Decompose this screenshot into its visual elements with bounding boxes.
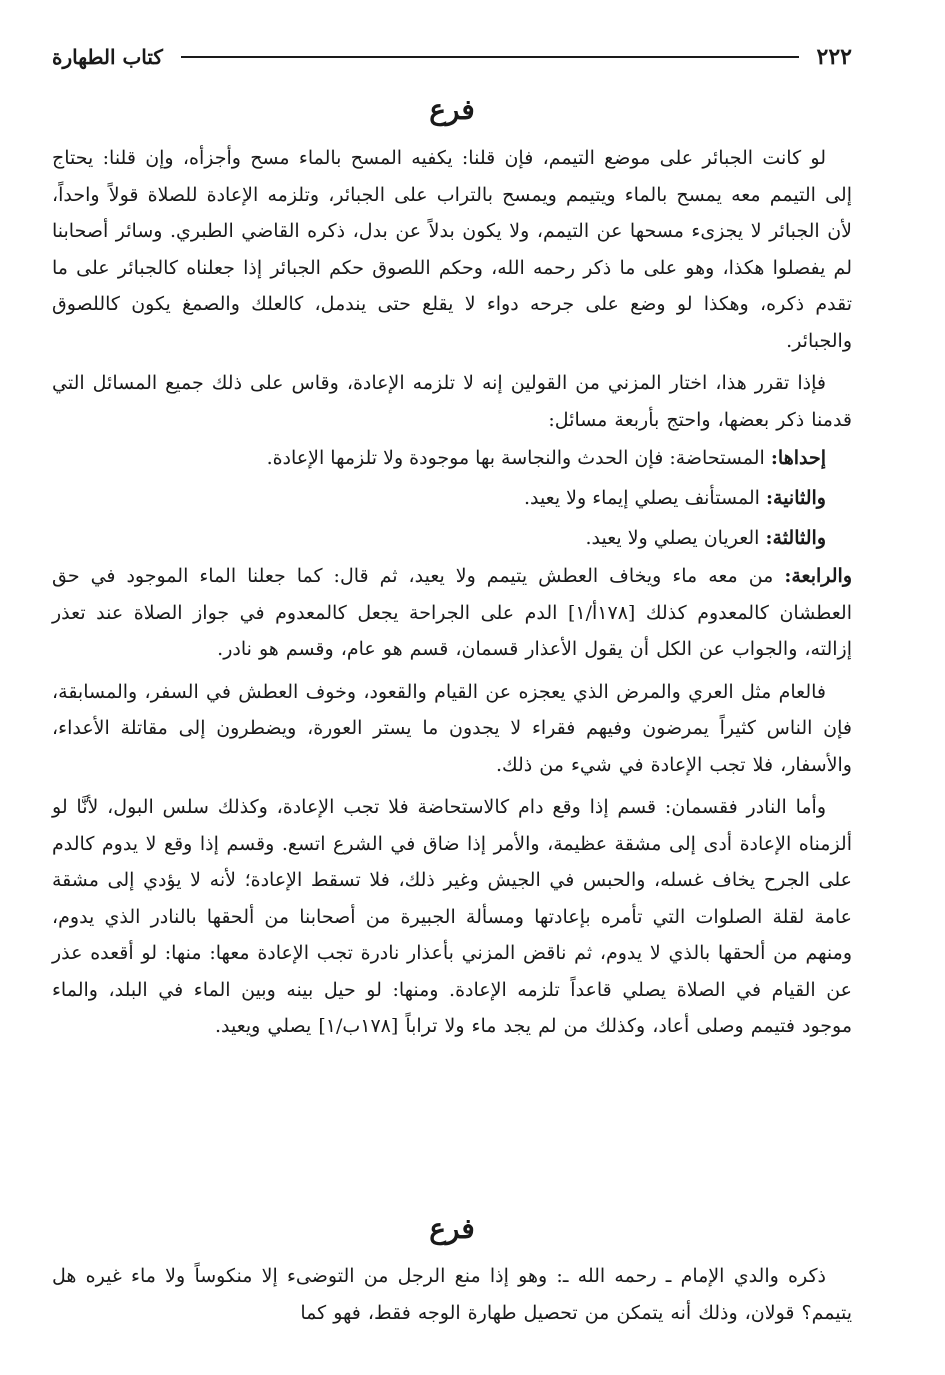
section-heading-1: فرع <box>429 93 475 126</box>
book-title: كتاب الطهارة <box>52 45 163 69</box>
list-item-lead: والرابعة: <box>784 565 852 587</box>
paragraph-common-excuses: فالعام مثل العري والمرض الذي يعجزه عن القيام والقعود، وخوف العطش في السفر، والمسابقة، فإن الناس كثيراً يمرضون وفيهم فقراء لا يجدون ما يستر العورة، ويضطرون إلى مقاتلة الأعداء، والأسفار، فلا تجب الإعادة في شيء من ذلك. <box>52 680 852 776</box>
list-item-text: المستأنف يصلي إيماء ولا يعيد. <box>523 487 766 509</box>
list-item-first <box>52 438 852 478</box>
section-2-body <box>52 1258 852 1331</box>
list-item-text: من معه ماء ويخاف العطش يتيمم ولا يعيد، ثم قال: كما جعلنا الماء الموجود في حق العطشان كالمعدوم كذلك [١٧٨أ/١] الدم على الجراحة يجعل كالمعدوم في جواز الصلاة عند تعذر إزالته، والجواب عن الكل أن يقول الأعذار قسمان، قسم هو عام، وقسم هو نادر. <box>52 565 852 660</box>
paragraph-jabair: لو كانت الجبائر على موضع التيمم، فإن قلنا: يكفيه المسح بالماء مسح وأجزأه، وإن قلنا: يحتاج إلى التيمم معه يمسح بالماء ويتيمم ويمسح بالتراب على الجبائر، وتلزمه الإعادة للصلاة قولاً واحداً، لأن الجبائر لا يجزىء مسحها عن التيمم، ولا يكون بدلاً عن بدل، ذكره القاضي الطبري. وسائر أصحابنا لم يفصلوا هكذا، وهو على ما ذكر رحمه الله، وحكم اللصوق حكم الجبائر إذا جعلناه كالجبائر على ما تقدم ذكره، وهكذا لو وضع على جرحه دواء لا يقلع حتى يندمل، كالعلك والصمغ يكون كاللصوق والجبائر. <box>52 147 852 352</box>
list-item-second <box>52 478 852 518</box>
running-header <box>52 40 852 74</box>
section-1-body <box>52 140 852 1045</box>
list-item-third <box>52 518 852 558</box>
section-heading-2: فرع <box>429 1212 475 1245</box>
list-item-fourth <box>52 558 852 668</box>
list-item-lead: والثانية: <box>766 487 826 509</box>
paragraph-inverted-wudu: ذكره والدي الإمام ـ رحمه الله ـ: وهو إذا منع الرجل من التوضىء إلا منكوساً ولا ماء غيره هل يتيمم؟ قولان، وذلك أنه يتمكن من تحصيل طهارة الوجه فقط، فهو كما <box>52 1265 852 1324</box>
book-page <box>52 0 852 1375</box>
list-item-lead: إحداها: <box>770 447 826 469</box>
header-rule <box>181 56 799 58</box>
list-item-text: العريان يصلي ولا يعيد. <box>585 527 766 549</box>
page-number: ٢٢٢ <box>816 44 852 70</box>
list-item-lead: والثالثة: <box>765 527 826 549</box>
paragraph-rare-excuses: وأما النادر فقسمان: قسم إذا وقع دام كالاستحاضة فلا تجب الإعادة، وكذلك سلس البول، لأنَّا لو ألزمناه الإعادة أدى إلى مشقة عظيمة، والأمر إذا ضاق في الشرع اتسع. وقسم إذا وقع لا يدوم كالدم على الجرح يخاف غسله، والحبس في الجيش وغير ذلك، فلا تسقط الإعادة؛ لأنه لا يؤدي إلى مشقة عامة لقلة الصلوات التي تأمره بإعادتها ومسألة الجبيرة من أصحابنا من ألحقها بالنادر الذي يدوم، ومنهم من ألحقها بالذي لا يدوم، ثم ناقض المزني بأعذار نادرة تجب الإعادة معها: منها: لو أقعده عذر عن القيام في الصلاة يصلي قاعداً تلزمه الإعادة. ومنها: لو حيل بينه وبين الماء في البلد، والماء موجود فتيمم وصلى أعاد، وكذلك من لم يجد ماء ولا تراباً [١٧٨ب/١] يصلي ويعيد. <box>52 796 852 1037</box>
paragraph-muzani: فإذا تقرر هذا، اختار المزني من القولين إنه لا تلزمه الإعادة، وقاس على ذلك جميع المسائل التي قدمنا ذكر بعضها، واحتج بأربعة مسائل: <box>52 372 852 431</box>
list-item-text: المستحاضة: فإن الحدث والنجاسة بها موجودة ولا تلزمها الإعادة. <box>266 447 771 469</box>
